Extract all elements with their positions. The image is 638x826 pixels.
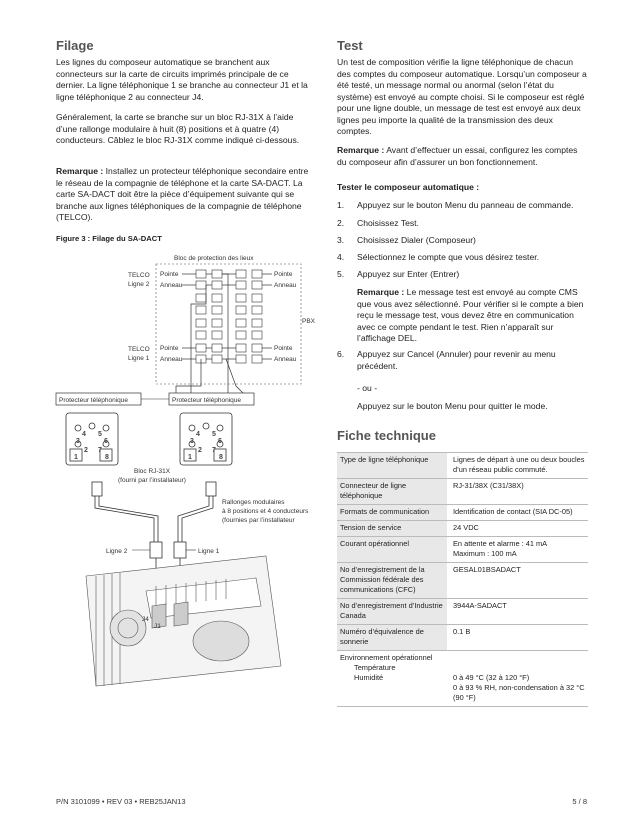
anneau-label-l2: Anneau (160, 282, 183, 289)
cords-label-c: (fournies par l’installateur (222, 517, 295, 524)
remark-text: Installez un protecteur téléphonique secondaire entre le réseau de la compagnie de téléphone et la carte SA-DACT. La carte SA-DACT doit être la pièce d’équipement suivante qui se branche aux lignes téléphoniques de la compagnie de téléphone (TELCO). (56, 166, 309, 222)
spec-key: Formats de communication (337, 505, 447, 521)
protector-label-right: Protecteur téléphonique (172, 397, 242, 404)
table-row (337, 453, 588, 479)
pin-7-right: 7 (212, 447, 216, 454)
step-text: Appuyez sur Enter (Entrer) (357, 269, 460, 279)
spec-value: 3944A-SADACT (447, 599, 588, 625)
spec-key: Type de ligne téléphonique (337, 453, 447, 479)
spec-key: No d’enregistrement de la Commission fédérale des communications (CFC) (337, 563, 447, 599)
pin-3-right: 3 (190, 438, 194, 445)
pin-5-left: 5 (98, 431, 102, 438)
table-row (337, 651, 588, 707)
section-heading-test: Test (337, 38, 363, 53)
pin-2-left: 2 (84, 447, 88, 454)
telco-line1-label-a: TELCO (128, 346, 150, 353)
spec-value: Lignes de départ à une ou deux boucles d’un réseau public commuté. (447, 453, 588, 479)
spec-value: GESAL01BSADACT (447, 563, 588, 599)
spec-key: No d’enregistrement d’Industrie Canada (337, 599, 447, 625)
spec-value (447, 651, 588, 707)
pbx-label: PBX (302, 318, 316, 325)
rj31x-label-a: Bloc RJ-31X (134, 468, 171, 475)
pin-4-right: 4 (196, 431, 200, 438)
figure-caption: Figure 3 : Filage du SA-DACT (56, 234, 162, 243)
spec-key (337, 651, 447, 707)
alternative-step: Appuyez sur le bouton Menu pour quitter le mode. (357, 401, 548, 411)
pin-6-left: 6 (104, 438, 108, 445)
table-row (337, 563, 588, 599)
ligne2-label: Ligne 2 (106, 548, 128, 555)
step-number: 2. (337, 218, 345, 228)
step-5-remark (357, 287, 587, 345)
test-paragraph: Un test de composition vérifie la ligne téléphonique de chacun des comptes du composeur automatique. Lorsqu’un composeur a été testé, un message normal ou anormal (selon l’état du système) est envoyé au compte choisi. Si le composeur est réglé pour une ligne double, un message de test est envoyé aux deux lignes peu importe la qualité de la transmission des deux comptes. (337, 57, 587, 136)
telco-line1-label-b: Ligne 1 (128, 355, 150, 362)
anneau-label-l1: Anneau (160, 356, 183, 363)
table-row (337, 599, 588, 625)
cords-label-b: à 8 positions et 4 conducteurs (222, 508, 309, 515)
step-text: Appuyez sur Cancel (Annuler) pour revenir au menu précédent. (357, 349, 556, 371)
footer-part-number: P/N 3101099 • REV 03 • REB25JAN13 (56, 797, 186, 806)
anneau-label-pbx-bot: Anneau (274, 356, 297, 363)
j1-label: J1 (154, 623, 161, 630)
pin-8-right: 8 (219, 454, 223, 461)
rj31x-label-b: (fourni par l’installateur) (118, 477, 186, 484)
spec-value-line: En attente et alarme : 41 mA (453, 539, 548, 548)
spec-value: Identification de contact (SIA DC-05) (447, 505, 588, 521)
protection-block-label: Bloc de protection des lieux (174, 255, 254, 262)
pin-6-right: 6 (218, 438, 222, 445)
step-text: Choisissez Test. (357, 218, 419, 228)
step-number: 5. (337, 269, 345, 279)
spec-value-line: 0 à 93 % RH, non-condensation à 32 °C (90 °F) (453, 683, 585, 702)
step-5-remark-label: Remarque : (357, 287, 405, 297)
pin-8-left: 8 (105, 454, 109, 461)
pin-7-left: 7 (98, 447, 102, 454)
spec-key: Tension de service (337, 521, 447, 537)
test-remark (337, 145, 588, 168)
or-separator: - ou - (357, 383, 378, 393)
filage-paragraph-1: Les lignes du composeur automatique se branchent aux connecteurs sur la carte de circuits imprimés principale de ce dernier. La ligne téléphonique 1 se branche au connecteur J1 et la ligne téléphonique 2 au connecteur J4. (56, 57, 308, 102)
table-row (337, 625, 588, 651)
remark-label: Remarque : (56, 166, 104, 176)
step-number: 4. (337, 252, 345, 262)
j4-label: J4 (142, 616, 149, 623)
test-remark-text: Avant d’effectuer un essai, configurez les comptes du composeur afin d’assurer un bon fonctionnement. (337, 145, 578, 167)
pointe-label-pbx-top: Pointe (274, 271, 293, 278)
spec-value: 0.1 B (447, 625, 588, 651)
spec-key: Courant opérationnel (337, 537, 447, 563)
protector-label-left: Protecteur téléphonique (59, 397, 129, 404)
spec-key: Numéro d’équivalence de sonnerie (337, 625, 447, 651)
terminal-blocks (196, 270, 262, 363)
pin-3-left: 3 (76, 438, 80, 445)
spec-key: Connecteur de ligne téléphonique (337, 479, 447, 505)
filage-remark (56, 166, 314, 224)
spec-table (337, 452, 588, 707)
step-text: Appuyez sur le bouton Menu du panneau de commande. (357, 200, 574, 210)
wiring-diagram (56, 246, 326, 786)
pin-4-left: 4 (82, 431, 86, 438)
table-row (337, 479, 588, 505)
spec-value-line: Maximum : 100 mA (453, 549, 517, 558)
anneau-label-pbx-top: Anneau (274, 282, 297, 289)
footer-page-number: 5 / 8 (572, 797, 587, 806)
spec-value (447, 537, 588, 563)
spec-value-line: 0 à 49 °C (32 à 120 °F) (453, 673, 530, 682)
pointe-label-l1: Pointe (160, 345, 179, 352)
pin-2-right: 2 (198, 447, 202, 454)
telco-line2-label-b: Ligne 2 (128, 281, 150, 288)
step-text: Sélectionnez le compte que vous désirez tester. (357, 252, 540, 262)
table-row (337, 505, 588, 521)
spec-key-line: Environnement opérationnel (340, 653, 433, 662)
test-procedure-heading: Tester le composeur automatique : (337, 182, 480, 192)
pin-5-right: 5 (212, 431, 216, 438)
section-heading-fiche-technique: Fiche technique (337, 428, 436, 443)
ligne1-label: Ligne 1 (198, 548, 220, 555)
telco-line2-label-a: TELCO (128, 272, 150, 279)
step-number: 6. (337, 349, 345, 359)
table-row (337, 521, 588, 537)
pin-1-left: 1 (74, 454, 78, 461)
section-heading-filage: Filage (56, 38, 94, 53)
test-remark-label: Remarque : (337, 145, 385, 155)
spec-value: RJ-31/38X (C31/38X) (447, 479, 588, 505)
pointe-label-pbx-bot: Pointe (274, 345, 293, 352)
step-5-remark-text: Le message test est envoyé au compte CMS que vous avez sélectionné. Pour vérifier si le compte a bien reçu le message test, vous devez être en communication avec ce compte pendant le test. Rien n’apparaît sur l’affichage DEL. (357, 287, 584, 343)
circuit-board-sketch (86, 556, 281, 686)
step-text: Choisissez Dialer (Composeur) (357, 235, 476, 245)
step-number: 3. (337, 235, 345, 245)
table-row (337, 537, 588, 563)
step-number: 1. (337, 200, 345, 210)
spec-key-line: Température (354, 663, 396, 672)
cords-label-a: Rallonges modulaires (222, 499, 285, 506)
spec-value: 24 VDC (447, 521, 588, 537)
filage-paragraph-2: Généralement, la carte se branche sur un bloc RJ-31X à l’aide d’une rallonge modulaire à huit (8) positions et à quatre (4) conducteurs. Câblez le bloc RJ-31X comme indiqué ci-dessous. (56, 112, 300, 145)
pin-1-right: 1 (188, 454, 192, 461)
spec-key-line: Humidité (354, 673, 384, 682)
pointe-label-l2: Pointe (160, 271, 179, 278)
